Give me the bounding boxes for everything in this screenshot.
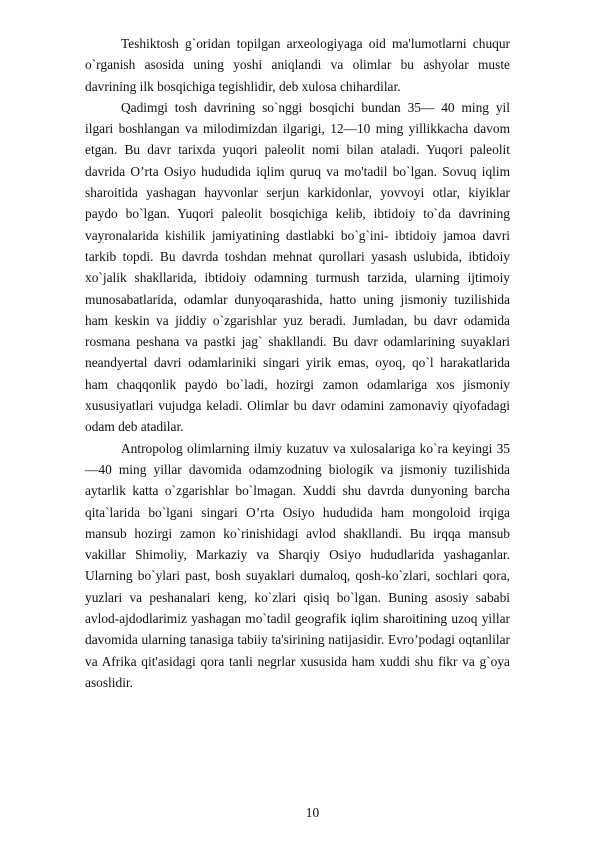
paragraph-anthropologists: Antropolog olimlarning ilmiy kuzatuv va xulosalariga ko`ra keyingi 35—40 ming yillar davomida odamzodning biologik va jismoniy tuzilishida aytarlik katta o`zgarishlar bo`lmagan. Xuddi shu davrda dunyoning barcha qita`larida bo`lgani singari O’rta Osiyo hududida ham mongoloid irqiga mansub hozirgi zamon ko`rinishidagi avlod shakllandi. Bu irqqa mansub vakillar Shimoliy, Markaziy va Sharqiy Osiyo hududlarida yashaganlar. Ularning bo`ylari past, bosh suyaklari dumaloq, qosh-ko`zlari, sochlari qora, yuzlari va peshanalari keng, ko`zlari qisiq bo`lgan. Buning asosiy sababi avlod-ajdodlarimiz yashagan mo`tadil geografik iqlim sharoitining uzoq yillar davomida ularning tanasiga tabiiy ta'sirining natijasidir. Evro’podagi oqtanlilar va Afrika qit'asidagi qora tanli negrlar xususida ham xuddi shu fikr va g`oya asoslidir. xyxy=(85,440,510,690)
document-body xyxy=(85,33,510,693)
page-number: 10 xyxy=(305,805,320,820)
paragraph-upper-paleolithic: Qadimgi tosh davrining so`nggi bosqichi bundan 35— 40 ming yil ilgari boshlangan va milodimizdan ilgarigi, 12—10 ming yillikkacha davom etgan. Bu davr tarixda yuqori paleolit nomi bilan ataladi. Yuqori paleolit davrida O’rta Osiyo hududida iqlim quruq va mo'tadil bo`lgan. Sovuq iqlim sharoitida yashagan hayvonlar serjun karkidonlar, yovvoyi otlar, kiyiklar paydo bo`lgan. Yuqori paleolit bosqichiga kelib, ibtidoiy to`da davrining vayronalarida kishilik jamiyatining dastlabki bo`g`ini- ibtidoiy jamoa davri tarkib topdi. Bu davrda toshdan mehnat qurollari yasash uslubida, ibtidoiy xo`jalik shakllarida, ibtidoiy odamning turmush tarzida, ularning ijtimoiy munosabatlarida, odamlar dunyoqarashida, hatto uning jismoniy tuzilishida ham keskin va jiddiy o`zgarishlar yuz beradi. Jumladan, bu davr odamida rosmana peshana va pastki jag` shakllandi. Bu davr odamlarining suyaklari neandyertal davri odamlariniki singari yirik emas, oyoq, qo`l harakatlarida ham chaqqonlik paydo bo`ladi, hozirgi zamon odamlariga xos jismoniy xususiyatlari vujudga keladi. Olimlar bu davr odamini zamonaviy qiyofadagi odam deb atadilar. xyxy=(85,99,510,435)
paragraph-teshiktosh: Teshiktosh g`oridan topilgan arxeologiyaga oid ma'lumotlarni chuqur o`rganish asosida uning yoshi aniqlandi va olimlar bu ashyolar muste davrining ilk bosqichiga tegishlidir, deb xulosa chihardilar. xyxy=(85,36,510,94)
